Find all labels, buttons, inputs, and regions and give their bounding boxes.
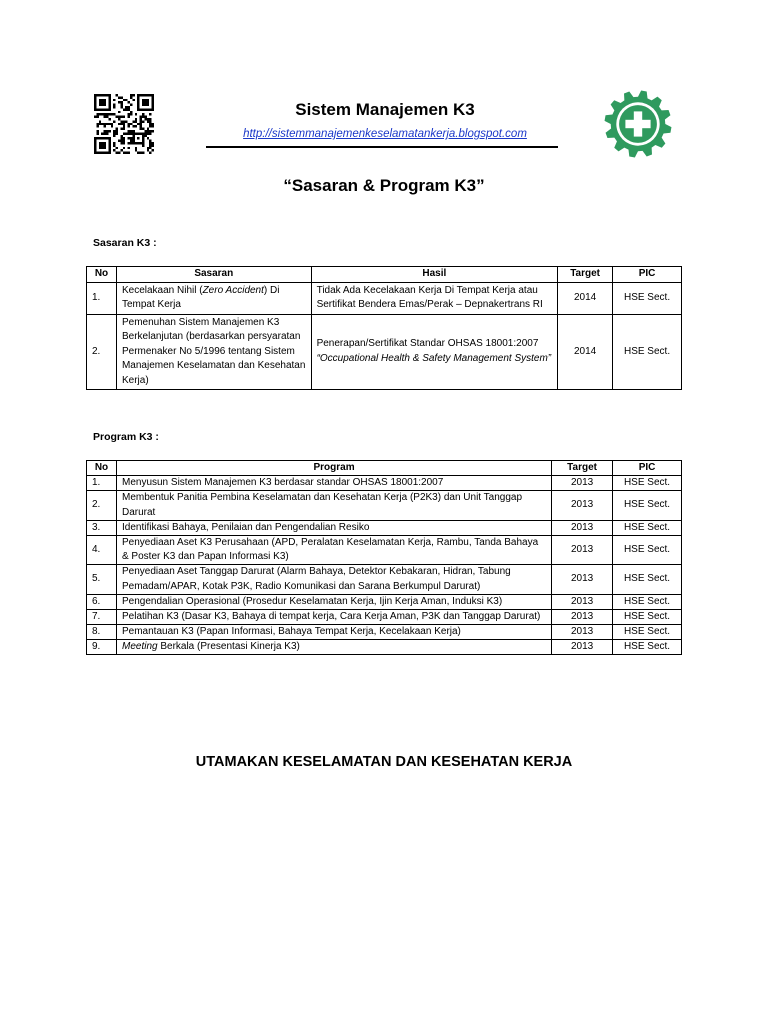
document-title: “Sasaran & Program K3” bbox=[283, 176, 485, 195]
pic-cell: HSE Sect. bbox=[613, 625, 682, 640]
table-row bbox=[87, 476, 682, 491]
header-divider bbox=[206, 146, 558, 148]
cell-text: Penyediaan Aset K3 Perusahaan (APD, Peralatan Keselamatan Kerja, Rambu, Tanda Bahaya & Poster K3 dan Papan Informasi K3) bbox=[121, 536, 539, 563]
cell-text: Identifikasi Bahaya, Penilaian dan Pengendalian Resiko bbox=[121, 521, 370, 533]
cell-text: Pemenuhan Sistem Manajemen K3 Berkelanjutan (berdasarkan persyaratan Permenaker No 5/1996 tentang Sistem Manajemen Keselamatan dan Kesehatan Kerja) bbox=[121, 316, 306, 386]
table-row bbox=[87, 609, 682, 624]
table-row bbox=[87, 625, 682, 640]
row-number: 2. bbox=[87, 491, 117, 520]
footer-banner: UTAMAKAN KESELAMATAN DAN KESEHATAN KERJA bbox=[195, 754, 573, 770]
table-row bbox=[87, 565, 682, 594]
header-title: Sistem Manajemen K3 bbox=[295, 100, 475, 119]
hasil-cell bbox=[311, 314, 558, 390]
table-row bbox=[87, 640, 682, 655]
table-row bbox=[87, 282, 682, 314]
cell-text: Pengendalian Operasional (Prosedur Keselamatan Kerja, Ijin Kerja Aman, Induksi K3) bbox=[121, 595, 503, 607]
cell-text: Menyusun Sistem Manajemen K3 berdasar standar OHSAS 18001:2007 bbox=[121, 477, 444, 489]
cell-text: Kecelakaan Nihil ( bbox=[121, 284, 203, 296]
pic-cell: HSE Sect. bbox=[613, 565, 682, 594]
sasaran-cell bbox=[116, 282, 311, 314]
row-number: 6. bbox=[87, 594, 117, 609]
target-cell: 2013 bbox=[552, 625, 613, 640]
row-number: 5. bbox=[87, 565, 117, 594]
table-row bbox=[87, 314, 682, 390]
column-header: Target bbox=[558, 267, 613, 283]
table-row bbox=[87, 594, 682, 609]
pic-cell: HSE Sect. bbox=[613, 314, 682, 390]
sasaran-table bbox=[86, 266, 682, 390]
cell-text: Penerapan/Sertifikat Standar OHSAS 18001:2007 bbox=[316, 338, 539, 350]
column-header: No bbox=[87, 267, 117, 283]
cell-text: Penyediaan Aset Tanggap Darurat (Alarm Bahaya, Detektor Kebakaran, Hidran, Tabung Pemadam/APAR, Kotak P3K, Radio Komunikasi dan Sarana Berkumpul Darurat) bbox=[121, 566, 511, 592]
emphasis-text: Meeting bbox=[121, 641, 158, 653]
target-cell: 2013 bbox=[552, 520, 613, 535]
table-row bbox=[87, 520, 682, 535]
program-cell bbox=[116, 491, 551, 520]
pic-cell: HSE Sect. bbox=[613, 282, 682, 314]
row-number: 8. bbox=[87, 625, 117, 640]
program-cell bbox=[116, 520, 551, 535]
row-number: 7. bbox=[87, 609, 117, 624]
qr-code bbox=[94, 94, 154, 154]
table-row bbox=[87, 491, 682, 520]
cell-text: Pemantauan K3 (Papan Informasi, Bahaya Tempat Kerja, Kecelakaan Kerja) bbox=[121, 626, 461, 638]
emphasis-text: Zero Accident bbox=[202, 284, 264, 296]
program-header-row bbox=[87, 461, 682, 476]
row-number: 9. bbox=[87, 640, 117, 655]
sasaran-header-row bbox=[87, 267, 682, 283]
cell-text: ) Di Tempat Kerja bbox=[121, 284, 280, 310]
target-cell: 2013 bbox=[552, 535, 613, 564]
sasaran-cell bbox=[116, 314, 311, 390]
table-row bbox=[87, 535, 682, 564]
target-cell: 2014 bbox=[558, 282, 613, 314]
program-table bbox=[86, 460, 682, 655]
cell-text: Berkala (Presentasi Kinerja K3) bbox=[157, 641, 300, 653]
target-cell: 2013 bbox=[552, 476, 613, 491]
target-cell: 2013 bbox=[552, 565, 613, 594]
column-header: Sasaran bbox=[116, 267, 311, 283]
program-cell bbox=[116, 535, 551, 564]
program-cell bbox=[116, 565, 551, 594]
target-cell: 2013 bbox=[552, 640, 613, 655]
cell-text: Tidak Ada Kecelakaan Kerja Di Tempat Kerja atau Sertifikat Bendera Emas/Perak – Depnakertrans RI bbox=[316, 284, 543, 310]
k3-gear-cross-logo bbox=[603, 89, 673, 159]
target-cell: 2013 bbox=[552, 491, 613, 520]
row-number: 4. bbox=[87, 535, 117, 564]
header-url-link[interactable]: http://sistemmanajemenkeselamatankerja.blogspot.com bbox=[243, 128, 527, 140]
column-header: Hasil bbox=[311, 267, 558, 283]
program-cell bbox=[116, 476, 551, 491]
column-header: PIC bbox=[613, 267, 682, 283]
pic-cell: HSE Sect. bbox=[613, 640, 682, 655]
row-number: 1. bbox=[87, 282, 117, 314]
emphasis-text: “Occupational Health & Safety Management System” bbox=[316, 352, 552, 364]
target-cell: 2013 bbox=[552, 594, 613, 609]
column-header: Program bbox=[116, 461, 551, 476]
program-cell bbox=[116, 640, 551, 655]
pic-cell: HSE Sect. bbox=[613, 609, 682, 624]
row-number: 2. bbox=[87, 314, 117, 390]
row-number: 1. bbox=[87, 476, 117, 491]
column-header: No bbox=[87, 461, 117, 476]
program-cell bbox=[116, 594, 551, 609]
cell-text: Membentuk Panitia Pembina Keselamatan dan Kesehatan Kerja (P2K3) dan Unit Tanggap Darurat bbox=[121, 492, 523, 518]
pic-cell: HSE Sect. bbox=[613, 535, 682, 564]
pic-cell: HSE Sect. bbox=[613, 476, 682, 491]
row-number: 3. bbox=[87, 520, 117, 535]
target-cell: 2014 bbox=[558, 314, 613, 390]
sasaran-label: Sasaran K3 : bbox=[93, 237, 157, 249]
pic-cell: HSE Sect. bbox=[613, 594, 682, 609]
program-label: Program K3 : bbox=[93, 431, 159, 443]
target-cell: 2013 bbox=[552, 609, 613, 624]
pic-cell: HSE Sect. bbox=[613, 491, 682, 520]
header bbox=[200, 100, 570, 142]
column-header: PIC bbox=[613, 461, 682, 476]
program-cell bbox=[116, 625, 551, 640]
cell-text: Pelatihan K3 (Dasar K3, Bahaya di tempat kerja, Cara Kerja Aman, P3K dan Tanggap Darurat) bbox=[121, 610, 541, 622]
program-cell bbox=[116, 609, 551, 624]
hasil-cell bbox=[311, 282, 558, 314]
pic-cell: HSE Sect. bbox=[613, 520, 682, 535]
column-header: Target bbox=[552, 461, 613, 476]
